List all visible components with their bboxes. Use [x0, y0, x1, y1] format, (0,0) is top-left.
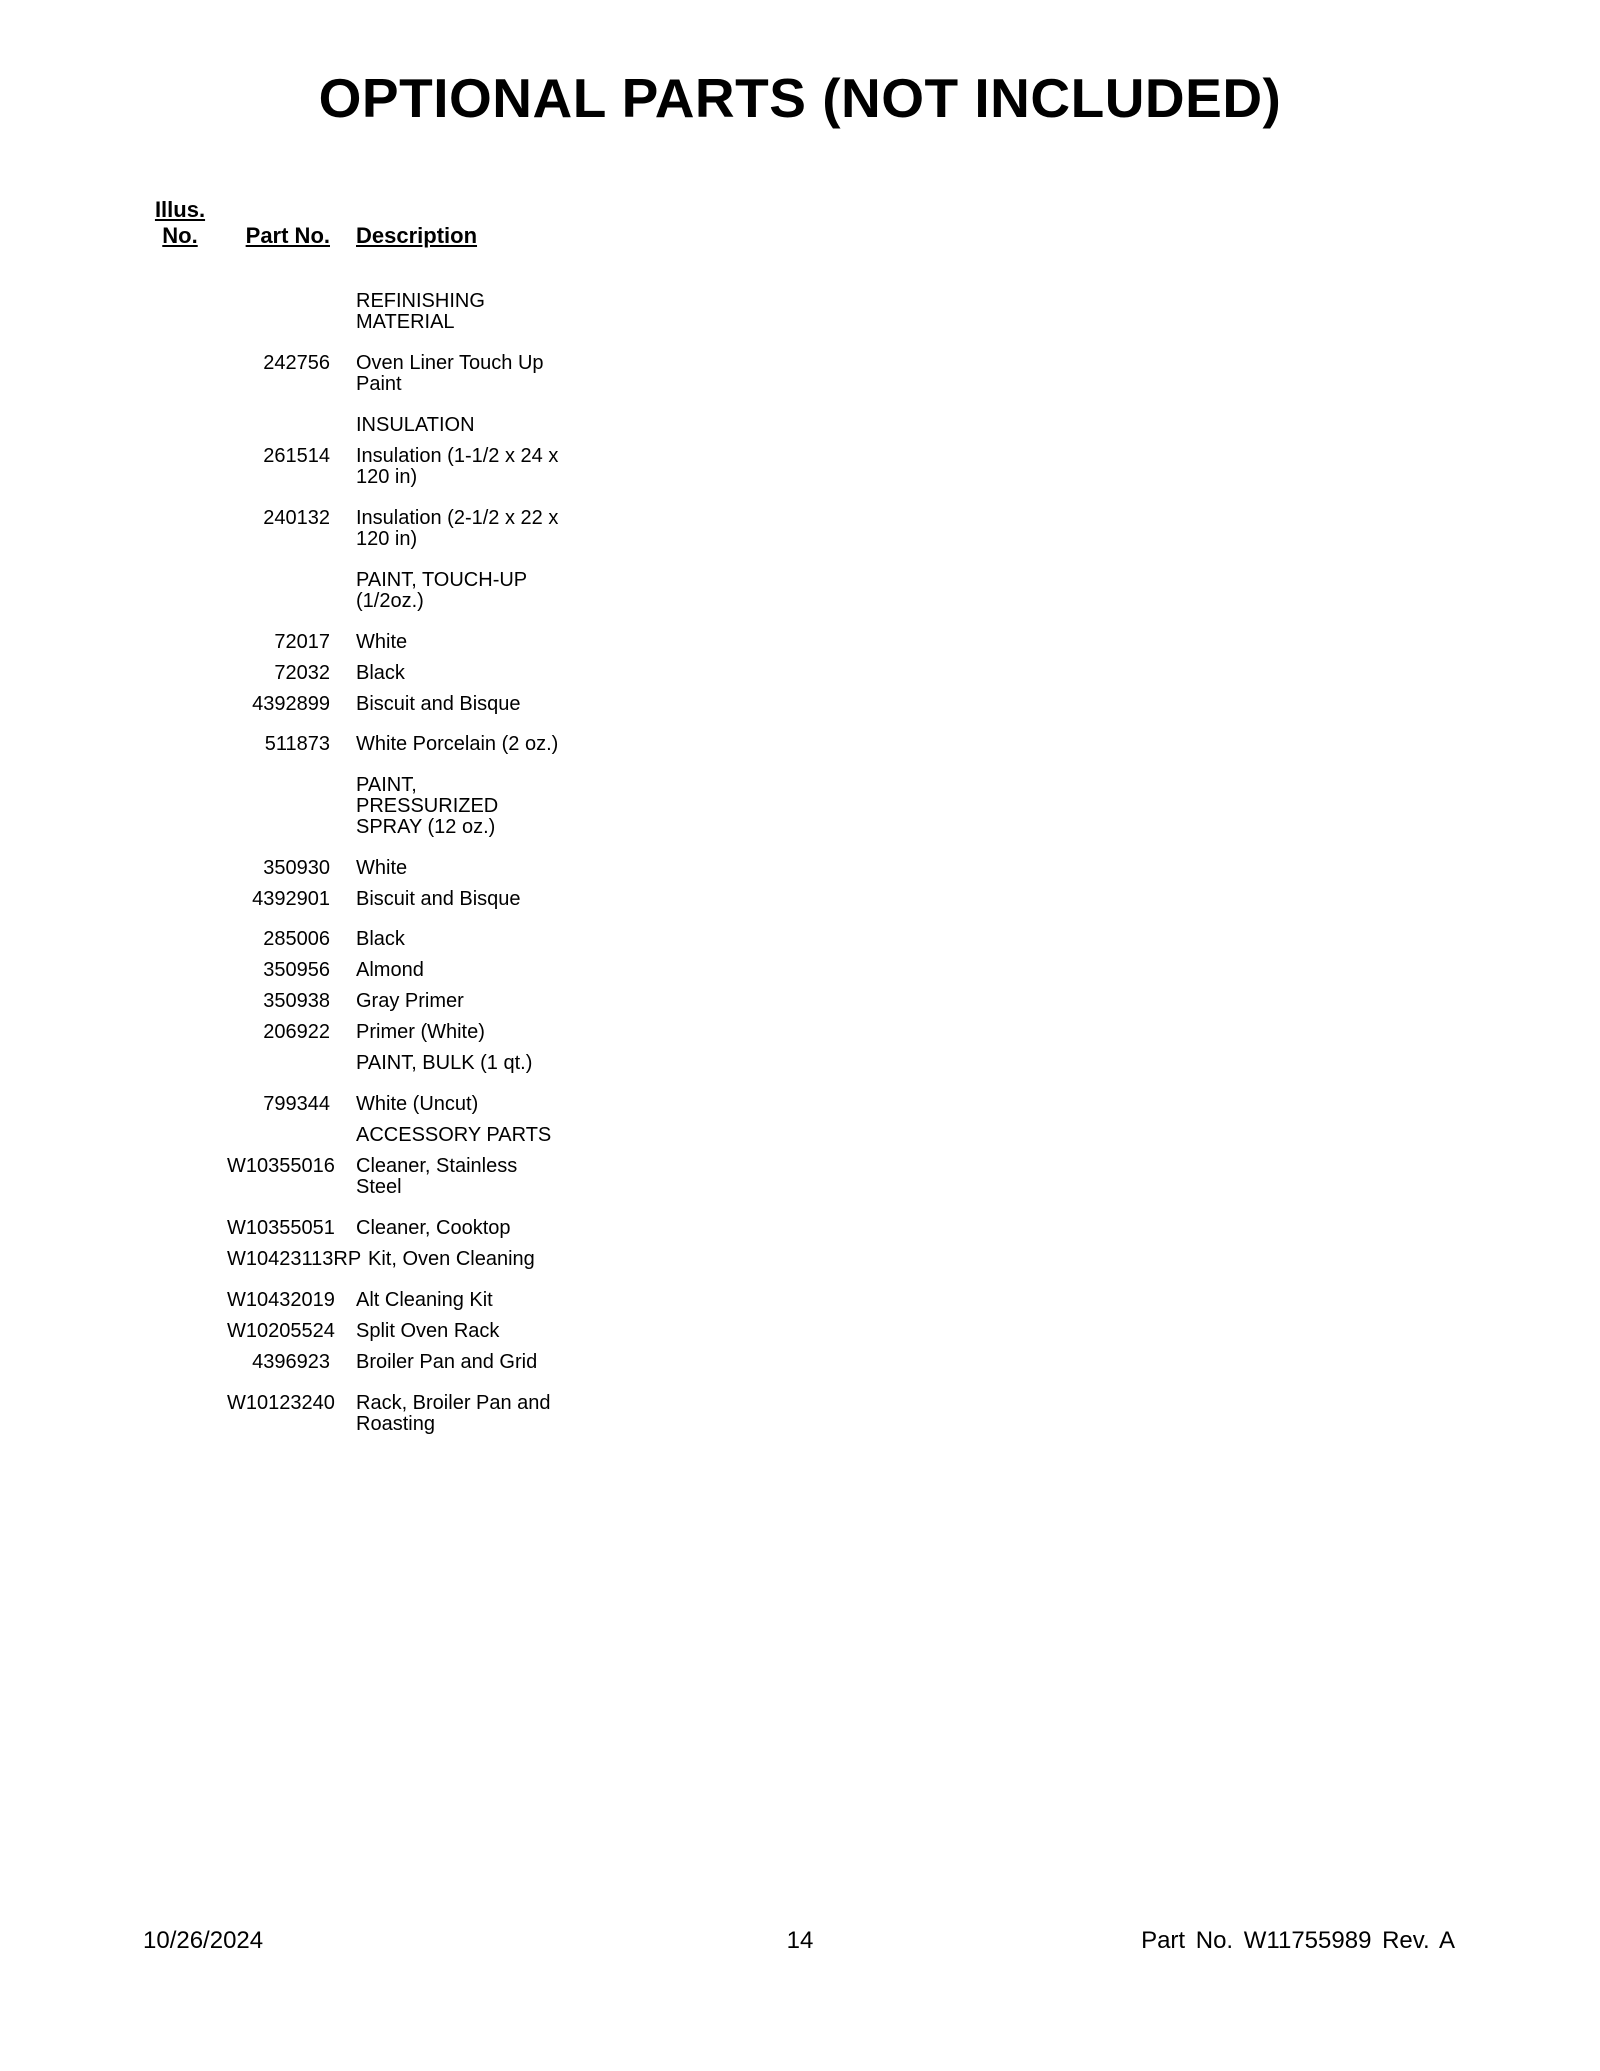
part-description: Cleaner, Stainless Steel [356, 1155, 518, 1198]
part-description: Insulation (2-1/2 x 22 x 120 in) [356, 507, 559, 550]
page-number: 14 [786, 1927, 814, 1954]
part-description: Black [356, 928, 405, 950]
part-description: Oven Liner Touch Up Paint [356, 352, 544, 395]
part-description: PAINT, BULK (1 qt.) [356, 1052, 533, 1074]
part-description: Cleaner, Cooktop [356, 1217, 511, 1239]
footer-date: 10/26/2024 [143, 1927, 264, 1954]
part-description: White [356, 857, 408, 879]
part-description: Biscuit and Bisque [356, 693, 521, 715]
part-number: 350956 [263, 959, 330, 981]
part-description: REFINISHING MATERIAL [356, 290, 485, 333]
part-number: W10355051 [227, 1217, 335, 1239]
part-number: 242756 [263, 352, 330, 374]
part-description: Primer (White) [356, 1021, 485, 1043]
part-number: 72032 [274, 662, 330, 684]
part-number: 285006 [263, 928, 330, 950]
part-number: 350938 [263, 990, 330, 1012]
illus-no-header [153, 197, 207, 249]
document-part-number: Part No. W11755989 Rev. A [1141, 1927, 1455, 1954]
part-number: 350930 [263, 857, 330, 879]
page-title: OPTIONAL PARTS (NOT INCLUDED) [318, 67, 1282, 129]
part-number: 511873 [264, 733, 330, 755]
part-number: 4392901 [252, 888, 330, 910]
part-description: Biscuit and Bisque [356, 888, 521, 910]
part-description: White [356, 631, 408, 653]
part-description: Alt Cleaning Kit [356, 1289, 493, 1311]
part-number: 240132 [263, 507, 330, 529]
part-no-header: Part No. [245, 223, 330, 248]
part-description: Almond [356, 959, 424, 981]
part-number: 4396923 [252, 1351, 330, 1373]
part-description: Black [356, 662, 405, 684]
part-description: Kit, Oven Cleaning [368, 1248, 535, 1270]
part-number: W10423113RP [227, 1248, 362, 1270]
part-description: Insulation (1-1/2 x 24 x 120 in) [356, 445, 559, 488]
part-number: 4392899 [252, 693, 330, 715]
part-number: 799344 [263, 1093, 330, 1115]
part-number: 72017 [274, 631, 330, 653]
part-description: INSULATION [356, 414, 475, 436]
illus-header-line1: Illus. [154, 197, 206, 222]
part-number: 261514 [263, 445, 330, 467]
part-number: 206922 [263, 1021, 330, 1043]
part-description: Rack, Broiler Pan and Roasting [356, 1392, 551, 1435]
part-number: W10123240 [227, 1392, 335, 1414]
part-description: Split Oven Rack [356, 1320, 500, 1342]
part-number: W10355016 [227, 1155, 335, 1177]
part-description: White Porcelain (2 oz.) [356, 733, 559, 755]
part-number: W10205524 [227, 1320, 335, 1342]
part-description: Gray Primer [356, 990, 464, 1012]
part-description: ACCESSORY PARTS [356, 1124, 552, 1146]
part-number: W10432019 [227, 1289, 335, 1311]
part-description: PAINT, TOUCH-UP (1/2oz.) [356, 569, 527, 612]
illus-header-line2: No. [162, 223, 198, 248]
part-description: Broiler Pan and Grid [356, 1351, 538, 1373]
part-description: PAINT, PRESSURIZED SPRAY (12 oz.) [356, 774, 499, 838]
part-description: White (Uncut) [356, 1093, 479, 1115]
description-header: Description [356, 223, 478, 248]
